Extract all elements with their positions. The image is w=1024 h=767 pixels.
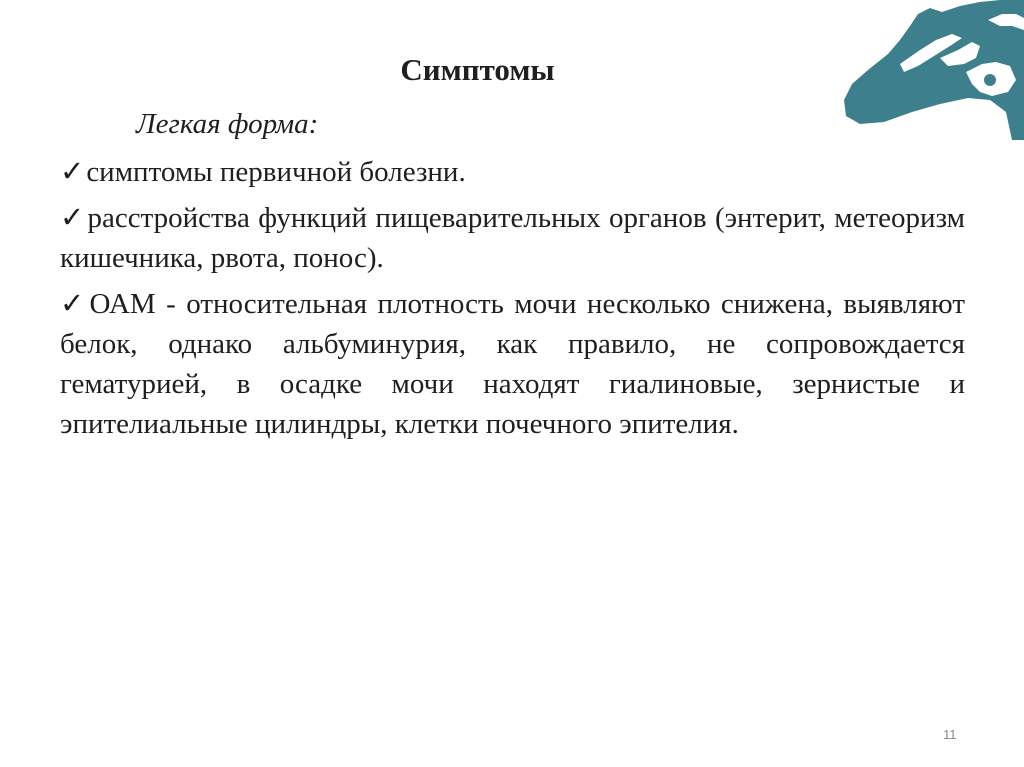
page-number: 11 <box>943 727 957 742</box>
checkmark-icon: ✓ <box>60 202 86 234</box>
list-item-text: ОАМ - относительная плотность мочи несколько снижена, выявляют белок, однако альбуминурия, как правило, не сопровождается гематурией, в осадке мочи находят гиалиновые, зернистые и эпителиальные цилиндры, клетки почечного эпителия. <box>60 288 965 440</box>
checkmark-icon: ✓ <box>60 156 85 188</box>
symptom-list <box>60 152 965 450</box>
checkmark-icon: ✓ <box>60 288 88 320</box>
list-item <box>60 284 965 444</box>
slide-title: Симптомы <box>400 52 555 87</box>
list-item <box>60 198 965 278</box>
list-item-text: симптомы первичной болезни. <box>86 156 466 188</box>
slide-subtitle: Легкая форма: <box>136 108 319 140</box>
list-item-text: расстройства функций пищеварительных органов (энтерит, метеоризм кишечника, рвота, понос). <box>60 202 965 274</box>
list-item <box>60 152 965 192</box>
